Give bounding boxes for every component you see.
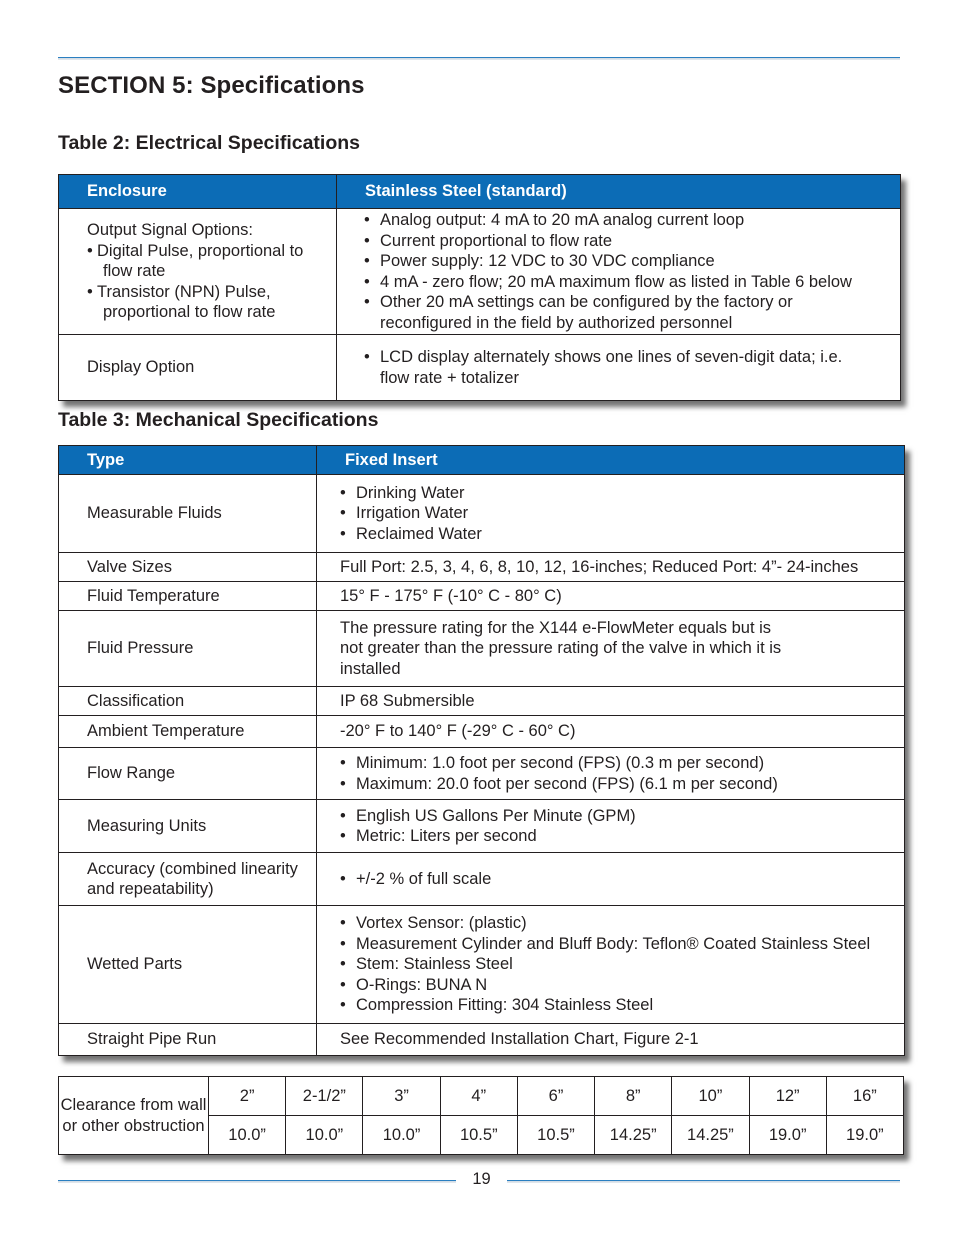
list-item: • +/-2 % of full scale [340,869,492,888]
list-item: • English US Gallons Per Minute (GPM) [340,806,636,825]
spec-value [317,748,904,799]
footer-rule-right [507,1180,900,1183]
table2-header-row [59,175,900,209]
list-item: • Maximum: 20.0 foot per second (FPS) (6.1 m per second) [340,774,778,793]
table2-header-material: Stainless Steel (standard) [365,182,567,201]
spec-value: Full Port: 2.5, 3, 4, 6, 8, 10, 12, 16-inches; Reduced Port: 4”- 24-inches [340,557,859,576]
spec-label: Accuracy (combined linearity and repeatability) [59,853,317,905]
list-item: • Current proportional to flow rate [364,231,613,250]
output-signal-option: • Transistor (NPN) Pulse, proportional to flow rate [87,282,276,322]
table-row [59,475,904,553]
top-rule [58,57,900,60]
list-item: • Analog output: 4 mA to 20 mA analog current loop [364,211,745,229]
list-item: • Drinking Water [340,483,465,502]
electrical-spec-table [58,174,901,401]
table-row [59,748,904,800]
output-signal-details [337,209,900,334]
list-item: • O-Rings: BUNA N [340,975,488,994]
table3-header-fixed-insert: Fixed Insert [345,450,438,469]
pipe-size: 2” [209,1077,285,1116]
footer-rule-left [58,1180,456,1183]
pipe-size: 8” [595,1077,671,1116]
spec-value: 15° F - 175° F (-10° C - 80° C) [340,586,562,605]
spec-label: Fluid Pressure [59,611,317,686]
spec-value [317,475,904,552]
table-row [59,687,904,716]
clearance-value: 10.0” [382,1125,421,1144]
pipe-size: 4” [441,1077,517,1116]
table-row [59,611,904,687]
spec-label: Flow Range [59,748,317,799]
pipe-size: 12” [750,1077,826,1116]
pipe-size: 10” [672,1077,748,1116]
spec-value: See Recommended Installation Chart, Figure 2-1 [340,1030,699,1049]
mechanical-spec-table [58,445,905,1056]
clearance-column [518,1077,595,1154]
list-item: • 4 mA - zero flow; 20 mA maximum flow as listed in Table 6 below [364,272,852,291]
table2-row-display [59,335,900,400]
table-row [59,553,904,582]
clearance-column [209,1077,286,1154]
clearance-value: 14.25” [609,1125,657,1144]
clearance-column [750,1077,827,1154]
list-item: • Stem: Stainless Steel [340,955,513,974]
clearance-column [672,1077,749,1154]
pipe-size: 3” [363,1077,439,1116]
clearance-value: 19.0” [846,1125,884,1144]
table2-row-output-signal [59,209,900,335]
table-row [59,853,904,906]
clearance-column [595,1077,672,1154]
table-row [59,800,904,853]
spec-value: The pressure rating for the X144 e-FlowMeter equals but is not greater than the pressure rating of the valve in which it is installed [340,618,782,678]
clearance-column [827,1077,903,1154]
table-row [59,906,904,1024]
spec-value [317,906,904,1023]
list-item: • LCD display alternately shows one lines of seven-digit data; i.e. flow rate + totalizer [364,348,843,387]
table3-header-row [59,446,904,475]
list-item: • Minimum: 1.0 foot per second (FPS) (0.3 m per second) [340,754,765,772]
page-number: 19 [472,1170,491,1188]
list-item: • Vortex Sensor: (plastic) [340,914,527,933]
clearance-column [286,1077,363,1154]
clearance-column [363,1077,440,1154]
clearance-value: 10.0” [305,1125,344,1144]
list-item: • Measurement Cylinder and Bluff Body: Teflon® Coated Stainless Steel [340,934,871,953]
list-item: • Irrigation Water [340,504,469,523]
spec-label: Ambient Temperature [59,716,317,747]
section-title: SECTION 5: Specifications [58,72,365,99]
pipe-size: 16” [827,1077,903,1116]
table-row [59,1024,904,1055]
spec-value [317,853,904,905]
pipe-size: 2-1/2” [286,1077,362,1116]
table3-header-type: Type [59,446,317,474]
table3-title: Table 3: Mechanical Specifications [58,409,379,431]
display-option-label: Display Option [59,335,337,400]
output-signal-label [59,209,337,334]
pipe-size: 6” [518,1077,594,1116]
list-item: • Reclaimed Water [340,524,482,543]
table-row [59,582,904,611]
list-item: • Compression Fitting: 304 Stainless Steel [340,996,654,1015]
spec-label: Straight Pipe Run [59,1024,317,1055]
clearance-value: 10.0” [228,1125,266,1144]
clearance-column [441,1077,518,1154]
list-item: • Metric: Liters per second [340,827,537,845]
display-option-details [337,335,900,400]
clearance-value: 10.5” [459,1125,498,1144]
spec-label: Fluid Temperature [59,582,317,610]
clearance-value: 10.5” [537,1125,575,1144]
clearance-label: Clearance from wall or other obstruction [59,1077,209,1154]
list-item: • Other 20 mA settings can be configured by the factory or reconfigured in the field by authorized personnel [364,293,793,332]
spec-value [317,800,904,852]
spec-label: Valve Sizes [59,553,317,581]
table2-title: Table 2: Electrical Specifications [58,132,361,154]
spec-label: Classification [59,687,317,715]
table-row [59,716,904,748]
clearance-value: 14.25” [687,1125,734,1144]
spec-label: Wetted Parts [59,906,317,1023]
spec-value: -20° F to 140° F (-29° C - 60° C) [340,722,576,741]
output-signal-heading: Output Signal Options: [87,221,254,240]
output-signal-option: • Digital Pulse, proportional to flow rate [87,241,304,281]
table2-header-enclosure: Enclosure [59,175,337,208]
spec-label: Measurable Fluids [59,475,317,552]
spec-label: Measuring Units [59,800,317,852]
clearance-table [58,1076,904,1155]
spec-value: IP 68 Submersible [340,691,475,710]
clearance-value: 19.0” [768,1125,807,1144]
list-item: • Power supply: 12 VDC to 30 VDC compliance [364,252,715,270]
page-footer [0,1170,954,1190]
